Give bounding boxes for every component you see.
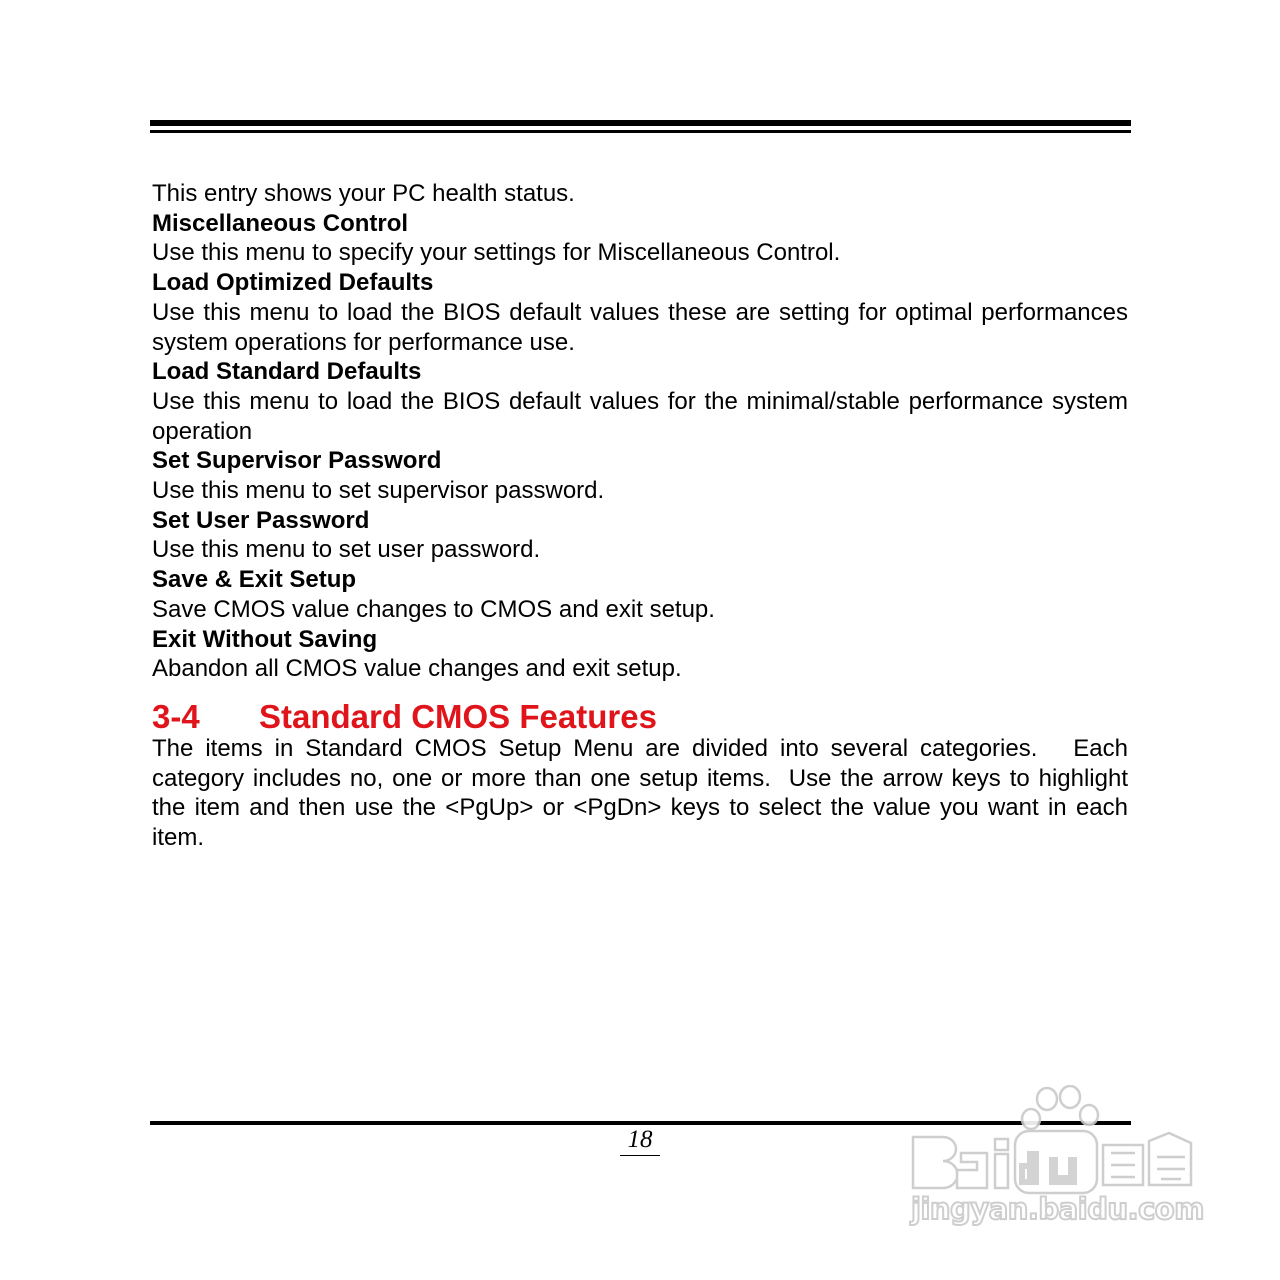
- item-desc-save-exit-setup: Save CMOS value changes to CMOS and exit setup.: [152, 595, 715, 623]
- item-desc-load-standard-defaults: Use this menu to load the BIOS default values for the minimal/stable performance system operation: [152, 387, 1128, 445]
- section-number: 3-4: [152, 697, 200, 735]
- item-title-load-standard-defaults: Load Standard Defaults: [152, 358, 422, 386]
- item-desc-miscellaneous-control: Use this menu to specify your settings for Miscellaneous Control.: [152, 239, 841, 267]
- intro-text: This entry shows your PC health status.: [152, 180, 575, 207]
- page-content: [152, 179, 1135, 853]
- section-title: Standard CMOS Features: [259, 697, 657, 735]
- header-rule-thin: [150, 130, 1131, 133]
- item-desc-exit-without-saving: Abandon all CMOS value changes and exit setup.: [152, 655, 682, 683]
- page-number: 18: [620, 1125, 660, 1156]
- baidu-jingyan-watermark-logo: [905, 1085, 1205, 1230]
- item-title-set-user-password: Set User Password: [152, 506, 370, 534]
- item-desc-load-optimized-defaults: Use this menu to load the BIOS default values these are setting for optimal performances system operations for performance use.: [152, 298, 1128, 356]
- item-title-exit-without-saving: Exit Without Saving: [152, 625, 378, 653]
- item-title-set-supervisor-password: Set Supervisor Password: [152, 447, 442, 475]
- item-title-miscellaneous-control: Miscellaneous Control: [152, 209, 409, 237]
- item-title-save-exit-setup: Save & Exit Setup: [152, 566, 357, 594]
- section-heading: [152, 699, 1128, 734]
- item-title-load-optimized-defaults: Load Optimized Defaults: [152, 269, 434, 297]
- item-desc-set-supervisor-password: Use this menu to set supervisor password.: [152, 477, 605, 505]
- item-desc-set-user-password: Use this menu to set user password.: [152, 536, 541, 564]
- section-body: The items in Standard CMOS Setup Menu are divided into several categories. Each category includes no, one or more than one setup items. Use the arrow keys to highlight the item and then use the <PgUp> or <PgDn> keys to select the value you want in each item.: [152, 734, 1135, 852]
- svg-text:jingyan.baidu.com: jingyan.baidu.com: [911, 1192, 1204, 1226]
- header-rule-thick: [150, 120, 1131, 126]
